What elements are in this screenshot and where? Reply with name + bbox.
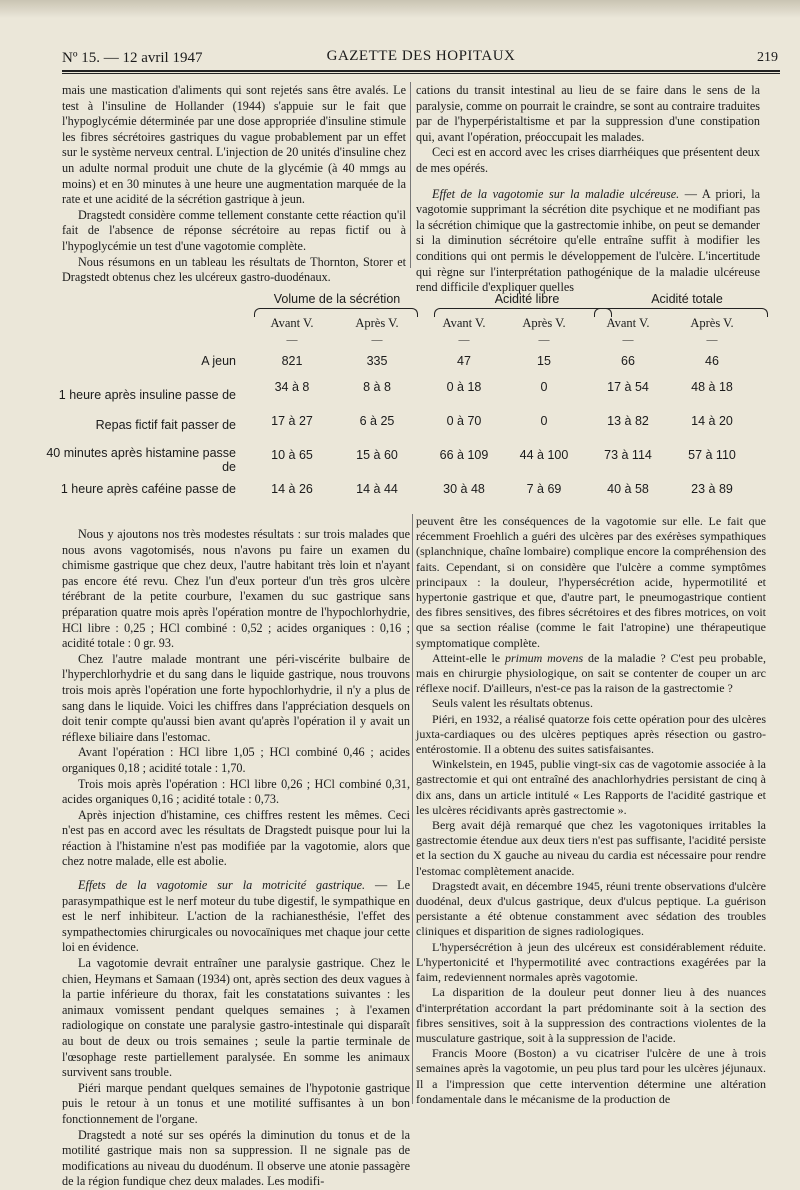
table-cell: 10 à 65 [271,448,313,462]
table-cell: 8 à 8 [363,380,391,394]
table-cell: 66 [621,354,635,368]
paragraph: mais une mastication d'aliments qui sont rejetés sans être avalés. Le test à l'insuline de Hollander (1944) s'appuie sur le fait que l'hypoglycémie déterminée par une dose appropriée d'insuline stimule les fibres sécrétoires gastriques du vague probablement par un effet sur le système nerveux central. L'injection de 20 unités d'insuline chez un adulte normal produit une chute de la glycémie (à 40 mmgs au moins) et en 30 minutes à une heure une augmentation marquée de la rate et une acidité de la sécrétion gastrique à jeun. [62,83,406,207]
table-cell: 46 [705,354,719,368]
row-label: A jeun [201,354,236,368]
paragraph: La vagotomie devrait entraîner une paralysie gastrique. Chez le chien, Heymans et Samaan (1934) ont, après section des deux vagues à la partie inférieure du thorax, fait les constatations suivantes : les animaux vomissent pendant quelques semaines ; à l'examen radiologique on constate une paralysie gastro-intestinale qui disparaît au bout de deux ou trois semaines ; seule la partie terminale de l'œsophage reste partiellement paralysée. En somme les animaux survivent sans trouble. [62,956,410,1080]
right-column-top [416,83,760,296]
table-cell: 48 à 18 [691,380,733,394]
column-header: Après V. [522,316,566,330]
paragraph: Après injection d'histamine, ces chiffres restent les mêmes. Ceci n'est pas en accord avec les résultats de Dragstedt puisque pour lui la réaction à l'histamine n'est pas modifiée par la vagotomie, alors que chez notre malade, elle est abolie. [62,807,410,869]
italic-term: primum movens [504,650,584,665]
paragraph [62,878,410,956]
header-dash: — [286,334,298,346]
row-label: 1 heure après caféine passe de [60,482,236,496]
row-label: 40 minutes après histamine passe de [46,446,236,474]
table-cell: 13 à 82 [607,414,649,428]
table-cell: 17 à 54 [607,380,649,394]
group-header: Acidité totale [651,292,723,306]
table-cell: 17 à 27 [271,414,313,428]
table-cell: 0 [540,414,548,428]
table-cell: 14 à 20 [691,414,733,428]
journal-title: GAZETTE DES HOPITAUX [326,48,516,64]
paragraph: Piéri, en 1932, a réalisé quatorze fois cette opération pour des ulcères juxta-cardiaques ou des ulcères peptiques après résection ou gastro-entérostomie. Il a obtenu des suites satisfaisantes. [416,711,766,757]
scan-edge-shadow [0,0,800,18]
header-dash: — [458,334,470,346]
table-cell: 6 à 25 [359,414,395,428]
paragraph [416,651,766,697]
row-label: Repas fictif fait passer de [95,418,236,432]
left-column-top [62,83,406,286]
paragraph-text: — A priori, la vagotomie supprimant la sécrétion dite psychique et ne modifiant pas la sécrétion chimique que la gastrectomie inhibe, on peut se demander si la diminution sécrétoire qu'elle entraîne suffit à modifier les conditions qui ont permis le développement de l'ulcère. L'incertitude qui règne sur l'interprétation pathogénique de la maladie ulcéreuse rend difficile d'expliquer quelles [416,186,760,295]
table-cell: 66 à 109 [439,448,489,462]
column-header: Avant V. [270,316,314,330]
table-cell: 14 à 26 [271,482,313,496]
paragraph-text: — Le parasympathique est le nerf moteur du tube digestif, le sympathique en est le nerf inhibiteur. L'action de la rachianesthésie, l'effet des sympathectomies chirurgicales ou novocaïniques met chaque jour cette loi en évidence. [62,878,410,955]
paragraph-text: de la maladie ? C'est peu probable, mais en chirurgie physiologique, on sait se contenter de couper un arc réflexe nocif. D'ailleurs, n'est-ce pas la raison de la gastrectomie ? [416,650,766,696]
header-dash: — [622,334,634,346]
paragraph: Berg avait déjà remarqué que chez les vagotoniques irritables la gastrectomie étendue aux deux tiers n'est pas suffisante, l'acidité persiste et la section du X gauche au niveau du cardia est nécessaire pour rendre l'estomac complètement anacide. [416,818,766,878]
table-cell: 47 [457,354,471,368]
paragraph: La disparition de la douleur peut donner lieu à des nuances d'interprétation accordant la part prédominante soit à la section des fibres sensitives, soit à la suppression des contractions violentes de la musculature gastrique, soit à la suppression de l'acide. [416,985,766,1045]
table-cell: 57 à 110 [688,448,736,462]
paragraph: Nous y ajoutons nos très modestes résultats : sur trois malades que nous avons vagotomisés, nous n'avons pu faire un examen du chimisme gastrique que chez deux, l'autre habitant très loin et n'ayant pas encore été revu. Chez l'un d'eux porteur d'un très gros ulcère térébrant de la petite courbure, l'examen du suc gastrique sans préparation quatre mois après l'opération montre de l'hypochlorhydrie, HCl libre : 0,25 ; HCl combiné : 0,52 ; acides organiques : 0,16 ; acidité totale : 0 gr. 93. [62,527,410,651]
paragraph: Ceci est en accord avec les crises diarrhéiques que présentent deux de mes opérés. [416,145,760,175]
paragraph: cations du transit intestinal au lieu de se faire dans le sens de la paralysie, comme on pourrait le craindre, se sont au contraire traduites par de l'hyperpéristaltisme et par la suppression d'une constipation qui, avant l'opération, préoccupait les malades. [416,83,760,144]
row-label: 1 heure après insuline passe de [58,388,236,402]
paragraph [416,187,760,296]
paragraph: Chez l'autre malade montrant une péri-viscérite bulbaire de l'hyperchlorhydrie et du sang dans le liquide gastrique, nous trouvons trois mois après l'opération une forte hypochlorhydrie, il n'y a plus de sang dans le liquide. Voici les chiffres dans l'appréciation desquels on doit tenir compte qu'aussi bien avant qu'après l'opération il y avait un réflexe biliaire dans l'estomac. [62,651,410,744]
table-cell: 7 à 69 [526,482,562,496]
paragraph: Trois mois après l'opération : HCl libre 0,26 ; HCl combiné 0,31, acides organiques 0,16 ; acidité totale : 0,73. [62,776,410,807]
table-cell: 44 à 100 [519,448,569,462]
paragraph: Dragstedt considère comme tellement constante cette réaction qu'il fait de l'absence de réponse sécrétoire au repas fictif ou à l'hypoglycémie un test d'une vagotomie complète. [62,207,406,253]
header-dash: — [706,334,718,346]
header-dash: — [371,334,383,346]
paragraph: Seuls valent les résultats obtenus. [432,696,593,711]
column-header: Après V. [355,316,399,330]
paragraph: Avant l'opération : HCl libre 1,05 ; HCl combiné 0,46 ; acides organiques 0,18 ; acidité totale : 1,70. [62,745,410,775]
results-table [46,284,780,514]
paragraph: L'hypersécrétion à jeun des ulcéreux est considérablement réduite. L'hypertonicité et l'hypermotilité avec contractions exagérées par la faim, redeviennent normales après vagotomie. [416,939,766,985]
table-cell: 15 [537,354,551,368]
column-header: Avant V. [606,316,650,330]
header-rule-thin [62,73,780,74]
section-heading: Effets de la vagotomie sur la motricité gastrique. [78,878,366,893]
table-cell: 0 [540,380,548,394]
table-cell: 23 à 89 [691,482,733,496]
issue-date: Nº 15. — 12 avril 1947 [62,50,203,66]
paragraph: peuvent être les conséquences de la vagotomie sur elle. Le fait que récemment Froehlich a guéri des ulcères par des exérèses sympathiques (splanchnique, chaîne lombaire) complique encore la compréhension des faits. Cependant, si on considère que l'ulcère a comme symptômes principaux : la douleur, l'hypersécrétion acide, hypermotilité et hypertonie gastrique et que, d'autre part, le pneumogastrique contient des fibres sensitives, des fibres sécrétoires et des fibres motrices, on voit que sa section réalise (comme le fait l'atropine) une thérapeutique symptomatique complète. [416,514,766,650]
paragraph: Piéri marque pendant quelques semaines de l'hypotonie gastrique puis le retour à un tonus et une motilité suffisantes à un bon fonctionnement de l'organe. [62,1080,410,1126]
column-header: Après V. [690,316,734,330]
table-cell: 335 [366,354,388,368]
table-cell: 40 à 58 [607,482,649,496]
column-header: Avant V. [442,316,486,330]
table-cell: 73 à 114 [604,448,652,462]
column-divider [412,514,413,1104]
right-column-bottom [416,514,766,1107]
table-cell: 34 à 8 [274,380,310,394]
paragraph: Winkelstein, en 1945, publie vingt-six cas de vagotomie associée à la gastrectomie et qui ont entraîné des anachlorhydries persistant de cinq à dix ans, dans un article intitulé « Les Rapports de l'acidité gastrique et les ulcères récidivants après gastrectomie ». [416,757,766,817]
header-dash: — [538,334,550,346]
page-header [62,46,780,68]
table-cell: 0 à 70 [446,414,482,428]
table-cell: 15 à 60 [356,448,398,462]
paragraph: Dragstedt avait, en décembre 1945, réuni trente observations d'ulcère duodénal, deux d'ulcus gastrique, deux d'ulcus peptique. La guérison persistante a été obtenue constamment avec sédation des troubles cliniques et disparition de signes radiologiques. [416,878,766,939]
group-header: Volume de la sécrétion [273,292,401,306]
left-column-bottom [62,527,410,1190]
table-cell: 821 [281,354,303,368]
paragraph: Dragstedt a noté sur ses opérés la diminution du tonus et de la motilité gastrique mais non sa suppression. Il ne signale pas de modifications au niveau du duodénum. Il observe une atonie passagère de la région fundique chez deux malades. Les modifi- [62,1127,410,1189]
section-heading: Effet de la vagotomie sur la maladie ulcéreuse. [432,186,680,201]
group-header: Acidité libre [494,292,560,306]
paragraph-text: Atteint-elle le [432,650,505,665]
page-number: 219 [757,50,778,65]
table-cell: 0 à 18 [446,380,482,394]
table-cell: 30 à 48 [443,482,485,496]
column-divider [410,82,411,268]
paragraph: Francis Moore (Boston) a vu cicatriser l'ulcère de une à trois semaines après la vagotomie, un peu plus tard pour les ulcères jéjunaux. Il a l'impression que cette intervention détermine une altération fondamentale dans le mécanisme de la production de [416,1046,766,1106]
table-cell: 14 à 44 [356,482,398,496]
header-rule [62,70,780,72]
paragraph: Nous résumons en un tableau les résultats de Thornton, Storer et Dragstedt obtenus chez les ulcéreux gastro-duodénaux. [62,254,406,285]
